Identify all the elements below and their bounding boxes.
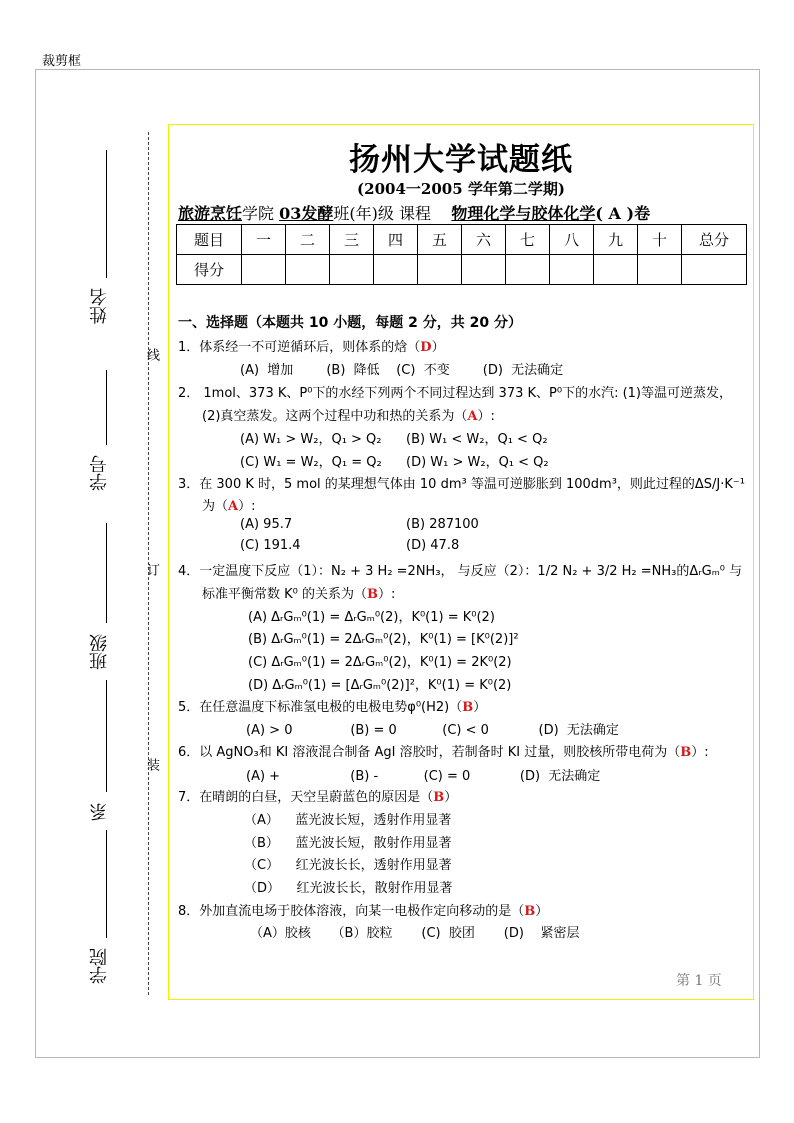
side-line-name [106,150,107,278]
score-header-cell: 八 [550,225,594,255]
score-table-score-row [177,255,747,285]
question-3-line1: 3．在 300 K 时，5 mol 的某理想气体由 10 dm³ 等温可逆膨胀到 100dm³，则此过程的ΔS/J·K⁻¹ [178,477,745,492]
class-suffix: 班(年)级 [333,204,394,223]
question-7-option-a: （A） 蓝光波长短，透射作用显著 [244,813,452,828]
course-prefix: 课程 [399,204,432,223]
college-name: 旅游烹饪 [178,204,243,223]
question-4-option-b: (B) ΔᵣGₘ⁰(1) = 2ΔᵣGₘ⁰(2)，K⁰(1) = [K⁰(2)]² [248,632,519,647]
question-text-end: ）: [378,587,396,602]
course-name: 物理化学与胶体化学 [451,204,596,223]
question-text-end: ）: [691,745,709,760]
question-text: 标准平衡常数 K⁰ 的关系为（ [202,587,368,602]
side-field-name: 姓名 [89,288,110,324]
question-1-options: (A) 增加 (B) 降低 (C) 不变 (D) 无法确定 [240,363,564,378]
score-header-cell: 题目 [177,225,242,255]
answer-mark: B [462,700,474,715]
answer-mark: B [680,745,692,760]
score-header-cell: 五 [418,225,462,255]
question-2-option-a: (A) W₁ > W₂，Q₁ > Q₂ [240,432,382,447]
score-header-cell: 一 [242,225,286,255]
side-line-college [106,830,107,938]
answer-mark: B [367,587,379,602]
question-text: 7．在晴朗的白昼，天空呈蔚蓝色的原因是（ [178,790,434,805]
score-input-cell[interactable] [638,255,682,285]
answer-mark: B [433,790,445,805]
score-input-cell[interactable] [594,255,638,285]
question-text: 1．体系经一不可逆循环后，则体系的焓（ [178,340,421,355]
crop-frame-label: 裁剪框 [42,54,82,69]
score-header-cell: 十 [638,225,682,255]
question-4-option-a: (A) ΔᵣGₘ⁰(1) = ΔᵣGₘ⁰(2)，K⁰(1) = K⁰(2) [248,610,495,625]
question-3-option-c: (C) 191.4 [240,538,301,553]
question-text-end: ） [431,340,445,355]
question-2-line2 [202,405,495,424]
side-field-class: 班级 [89,634,110,670]
side-line-class [106,523,107,623]
question-1 [178,336,445,355]
question-4-line2 [202,583,395,602]
college-suffix: 学院 [242,204,275,223]
question-3-line2 [202,495,256,514]
side-line-student-id [106,370,107,445]
question-7-option-d: （D） 红光波长长，散射作用显著 [244,881,453,896]
question-8-options: （A）胶核 （B）胶粒 (C) 胶团 (D) 紧密层 [250,926,580,941]
score-input-cell[interactable] [506,255,550,285]
score-input-cell[interactable] [418,255,462,285]
score-input-cell[interactable] [242,255,286,285]
question-5 [178,696,486,715]
question-text-end: ）: [238,499,256,514]
binding-char-xian: 线 [144,348,159,361]
question-6-options: (A) + (B) - (C) = 0 (D) 无法确定 [246,769,601,784]
semester-subtitle: (2004一2005 学年第二学期) [357,180,565,198]
side-line-department [106,680,107,792]
question-2-option-b: (B) W₁ < W₂，Q₁ < Q₂ [406,432,548,447]
exam-header-line [178,201,650,224]
score-table-header-row [177,225,747,255]
answer-mark: A [228,499,239,514]
score-header-cell: 四 [374,225,418,255]
page-title: 扬州大学试题纸 [349,142,573,178]
page-number: 第 1 页 [676,973,722,989]
score-header-cell: 三 [330,225,374,255]
binding-char-ding: 订 [144,563,159,576]
question-4-option-d: (D) ΔᵣGₘ⁰(1) = [ΔᵣGₘ⁰(2)]²，K⁰(1) = K⁰(2) [248,678,512,693]
score-header-cell: 二 [286,225,330,255]
answer-mark: A [467,409,478,424]
side-field-department: 系 [89,803,110,821]
score-header-cell: 九 [594,225,638,255]
question-5-options: (A) > 0 (B) = 0 (C) < 0 (D) 无法确定 [246,723,619,738]
section-heading: 一、选择题（本题共 10 小题，每题 2 分，共 20 分） [178,315,522,331]
question-text: 5．在任意温度下标准氢电极的电极电势φ⁰(H2)（ [178,700,463,715]
class-name: 03发酵 [279,204,334,223]
side-field-college: 学院 [89,948,110,984]
score-input-cell[interactable] [286,255,330,285]
question-7 [178,786,457,805]
answer-mark: B [524,904,536,919]
question-3-option-b: (B) 287100 [406,517,479,532]
score-table [176,224,747,285]
question-text: 8．外加直流电场于胶体溶液，向某一电极作定向移动的是（ [178,904,525,919]
question-text: (2)真空蒸发。这两个过程中功和热的关系为（ [202,409,468,424]
question-7-option-b: （B） 蓝光波长短，散射作用显著 [244,836,452,851]
question-2-option-c: (C) W₁ = W₂，Q₁ = Q₂ [240,455,382,470]
question-text: 为（ [202,499,229,514]
score-header-cell: 七 [506,225,550,255]
score-input-cell[interactable] [330,255,374,285]
side-field-student-id: 学号 [89,455,110,491]
question-4-option-c: (C) ΔᵣGₘ⁰(1) = 2ΔᵣGₘ⁰(2)，K⁰(1) = 2K⁰(2) [248,655,512,670]
question-2-option-d: (D) W₁ > W₂，Q₁ < Q₂ [406,455,549,470]
question-2-line1: 2． 1mol、373 K、P⁰下的水经下列两个不同过程达到 373 K、P⁰下的水汽: (1)等温可逆蒸发， [178,386,733,401]
question-3-option-d: (D) 47.8 [406,538,460,553]
question-6 [178,741,709,760]
score-input-cell[interactable] [374,255,418,285]
question-3-option-a: (A) 95.7 [240,517,293,532]
paper-type: ( A )卷 [595,204,651,223]
score-input-cell[interactable] [550,255,594,285]
score-header-cell: 总分 [682,225,747,255]
answer-mark: D [420,340,432,355]
question-text-end: ） [535,904,549,919]
score-header-cell: 六 [462,225,506,255]
question-text-end: ） [473,700,487,715]
question-7-option-c: （C） 红光波长长，透射作用显著 [244,858,452,873]
question-text-end: ）: [477,409,495,424]
score-input-cell[interactable] [462,255,506,285]
question-text: 6．以 AgNO₃和 KI 溶液混合制备 AgI 溶胶时，若制备时 KI 过量，则胶核所带电荷为（ [178,745,681,760]
binding-char-zhuang: 装 [144,758,159,771]
score-input-cell[interactable] [682,255,747,285]
score-row-label: 得分 [177,255,242,285]
question-text-end: ） [444,790,458,805]
question-8 [178,900,548,919]
question-4-line1: 4．一定温度下反应（1）：N₂ + 3 H₂ =2NH₃， 与反应（2）：1/2 N₂ + 3/2 H₂ =NH₃的ΔᵣGₘ⁰ 与 [178,564,743,579]
